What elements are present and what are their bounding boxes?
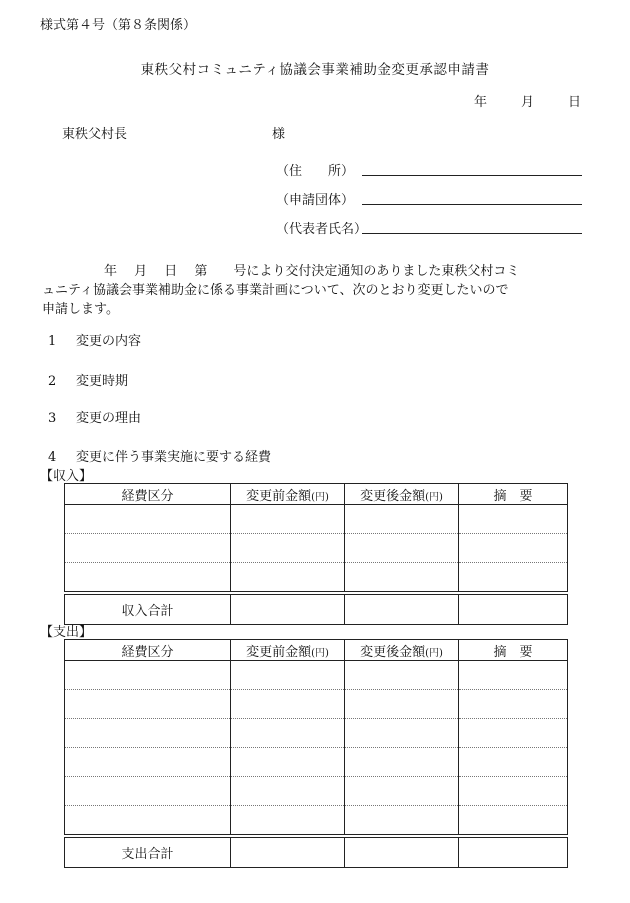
form-number: 様式第４号（第８条関係） [40,18,197,33]
header-amount-before: 変更前金額(円) [231,484,345,505]
header-remarks: 摘 要 [459,640,568,661]
header-expense-category: 経費区分 [65,484,231,505]
application-body [42,262,590,319]
address-line[interactable] [362,175,582,176]
table-row [65,563,568,592]
table-row [65,748,568,777]
header-amount-before: 変更前金額(円) [231,640,345,661]
table-row [65,777,568,806]
table-row [65,661,568,690]
expense-total-label: 支出合計 [65,838,231,868]
income-header-row [65,484,568,505]
income-total-row [65,595,568,625]
addressee: 東秩父村長 [62,127,128,142]
expense-header-row [65,640,568,661]
table-row [65,719,568,748]
header-expense-category: 経費区分 [65,640,231,661]
item-change-content: 1 変更の内容 [48,334,142,349]
table-row [65,534,568,563]
body-line-3: 申請します。 [42,302,119,317]
header-amount-after: 変更後金額(円) [345,484,459,505]
date-year: 年 [474,95,488,110]
representative-label: （代表者氏名） [276,222,368,237]
table-row [65,690,568,719]
body-line-1: 年 月 日 第 号により交付決定通知のありました東秩父村コミ [104,264,520,279]
expense-table [64,639,568,868]
representative-line[interactable] [362,233,582,234]
expense-total-row [65,838,568,868]
table-row [65,505,568,534]
organization-label: （申請団体） [276,193,355,208]
organization-line[interactable] [362,204,582,205]
date-month: 月 [521,95,535,110]
date-day: 日 [568,95,582,110]
income-table [64,483,568,625]
header-amount-after: 変更後金額(円) [345,640,459,661]
body-line-2: ュニティ協議会事業補助金に係る事業計画について、次のとおり変更したいので [42,283,509,298]
item-change-reason: 3 変更の理由 [48,411,142,426]
address-label: （住 所） [276,164,355,179]
date-line [474,91,581,110]
item-change-expenses: 4 変更に伴う事業実施に要する経費 [48,450,272,465]
income-total-label: 収入合計 [65,595,231,625]
header-remarks: 摘 要 [459,484,568,505]
table-row [65,806,568,835]
document-title: 東秩父村コミュニティ協議会事業補助金変更承認申請書 [140,62,490,78]
honorific: 様 [272,127,286,142]
item-change-timing: 2 変更時期 [48,374,129,389]
expense-section-label: 【支出】 [40,625,93,640]
income-section-label: 【収入】 [40,469,93,484]
